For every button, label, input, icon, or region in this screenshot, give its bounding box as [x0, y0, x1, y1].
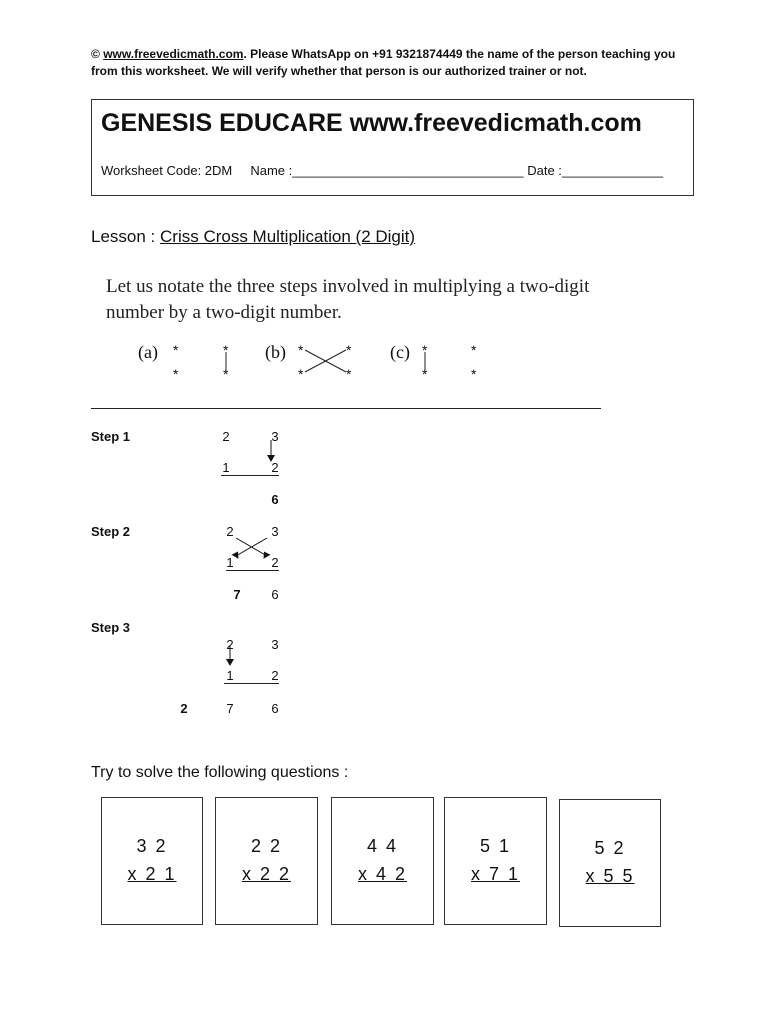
practice-heading: Try to solve the following questions :: [91, 764, 349, 781]
copyright-symbol: ©: [91, 47, 100, 61]
question-top: 2 2: [250, 836, 283, 856]
star: *: [422, 342, 428, 358]
digit: 2: [222, 429, 230, 444]
question-bottom: x 2 2: [241, 864, 292, 884]
notice-text: . Please WhatsApp on +91 9321874449 the name of the person teaching you from this worksheet. We will verify whether that person is our authorized trainer or not.: [91, 47, 676, 78]
star: *: [471, 342, 477, 358]
step-label: Step 1: [91, 429, 131, 444]
question-box[interactable]: [559, 799, 661, 927]
intro-text: Let us notate the three steps involved in multiplying a two-digit number by a two-digit number.: [106, 276, 590, 323]
result-digit: 7: [226, 701, 234, 716]
worksheet-code: Worksheet Code: 2DM: [101, 163, 233, 178]
digit: 3: [271, 524, 279, 539]
result-digit: 2: [180, 701, 188, 716]
brand-title: GENESIS EDUCARE www.freevedicmath.com: [101, 109, 642, 137]
lesson-prefix: Lesson :: [91, 227, 160, 246]
digit: 2: [271, 460, 279, 475]
question-bottom: x 7 1: [470, 864, 521, 884]
digit: 2: [271, 555, 279, 570]
digit: 2: [271, 668, 279, 683]
star: *: [173, 342, 179, 358]
digit: 1: [226, 555, 234, 570]
digit: 1: [222, 460, 230, 475]
question-top: 5 1: [479, 836, 512, 856]
label-c: (c): [390, 342, 410, 362]
name-field[interactable]: Name :________________________________: [250, 163, 524, 178]
website-link[interactable]: www.freevedicmath.com: [103, 47, 244, 61]
question-bottom: x 5 5: [585, 866, 635, 886]
question-top: 3 2: [136, 836, 168, 856]
label-a: (a): [138, 342, 158, 362]
question-top: 4 4: [366, 836, 399, 856]
label-b: (b): [265, 342, 286, 362]
star: *: [471, 366, 477, 382]
question-box[interactable]: [331, 797, 434, 925]
digit: 3: [271, 429, 279, 444]
digit: 3: [271, 637, 279, 652]
star: *: [173, 366, 179, 382]
digit: 1: [226, 668, 234, 683]
result-digit: 6: [271, 492, 279, 507]
result-digit: 6: [271, 701, 279, 716]
section-divider: [91, 408, 601, 409]
question-box[interactable]: [444, 797, 547, 925]
digit: 2: [226, 637, 234, 652]
answer-line: [226, 570, 279, 571]
star: *: [298, 342, 304, 358]
answer-line: [224, 683, 279, 684]
question-top: 5 2: [594, 838, 626, 858]
question-box[interactable]: [215, 797, 318, 925]
answer-line: [221, 475, 279, 476]
date-field[interactable]: Date :______________: [527, 163, 664, 178]
question-bottom: x 2 1: [127, 864, 177, 884]
lesson-title: Criss Cross Multiplication (2 Digit): [160, 227, 416, 246]
result-digit: 7: [233, 587, 241, 602]
question-bottom: x 4 2: [357, 864, 408, 884]
digit: 2: [226, 524, 234, 539]
star: *: [223, 366, 229, 382]
star: *: [346, 366, 352, 382]
result-digit: 6: [271, 587, 279, 602]
step-label: Step 2: [91, 524, 131, 539]
star: *: [223, 342, 229, 358]
step-label: Step 3: [91, 620, 131, 635]
star: *: [298, 366, 304, 382]
star: *: [422, 366, 428, 382]
star: *: [346, 342, 352, 358]
question-box[interactable]: [101, 797, 203, 925]
